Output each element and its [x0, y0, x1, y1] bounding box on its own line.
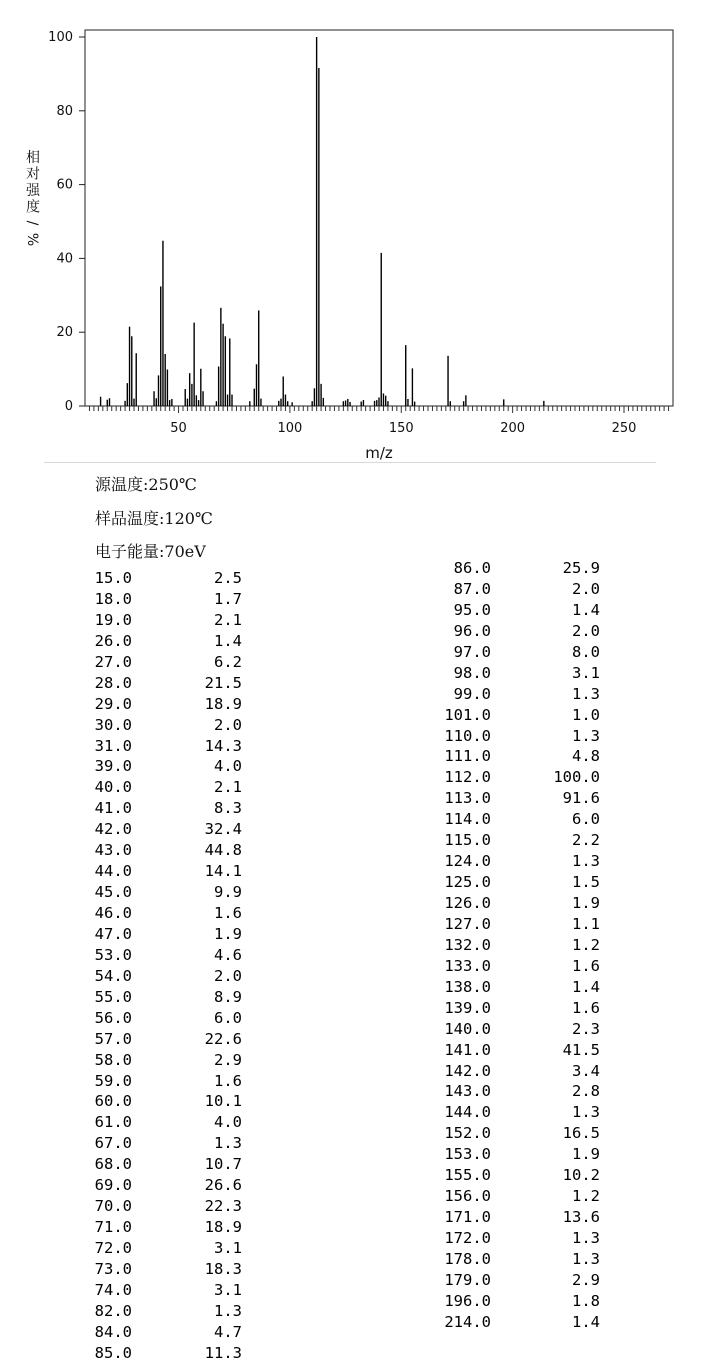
- peak-row: [436, 1207, 600, 1228]
- peak-mz: 112.0: [444, 768, 491, 787]
- x-tick-label: 150: [388, 421, 414, 436]
- peak-mz: 28.0: [94, 673, 132, 692]
- divider: [44, 462, 656, 463]
- peak-mz: 214.0: [444, 1312, 491, 1331]
- peak-row: [90, 1029, 242, 1050]
- peak-abundance: 4.8: [572, 747, 600, 766]
- peak-row: [90, 1238, 242, 1259]
- peak-abundance: 1.3: [572, 726, 600, 745]
- peak-abundance: 10.1: [204, 1092, 242, 1111]
- peak-row: [90, 882, 242, 903]
- y-axis-label-char: 对: [26, 166, 40, 183]
- peak-row: [90, 945, 242, 966]
- peak-mz: 141.0: [444, 1040, 491, 1059]
- peak-mz: 85.0: [94, 1343, 132, 1362]
- peak-abundance: 18.3: [204, 1259, 242, 1278]
- peak-row: [90, 1008, 242, 1029]
- peak-abundance: 1.4: [214, 631, 242, 650]
- peak-mz: 110.0: [444, 726, 491, 745]
- electron-energy: 电子能量:70eV: [95, 542, 206, 561]
- peak-mz: 179.0: [444, 1270, 491, 1289]
- peak-mz: 18.0: [94, 589, 132, 608]
- peak-abundance: 1.3: [572, 852, 600, 871]
- y-tick-label: 80: [56, 103, 73, 119]
- peak-row: [436, 767, 600, 788]
- peak-abundance: 22.3: [204, 1197, 242, 1216]
- peak-mz: 67.0: [94, 1134, 132, 1153]
- peak-mz: 156.0: [444, 1187, 491, 1206]
- peak-abundance: 3.1: [214, 1239, 242, 1257]
- peak-abundance: 91.6: [562, 789, 600, 808]
- peak-mz: 45.0: [94, 883, 132, 902]
- peak-row: [90, 987, 242, 1008]
- sample-temperature: 样品温度:120℃: [95, 509, 213, 528]
- peak-mz: 70.0: [94, 1197, 132, 1216]
- peak-abundance: 2.1: [214, 778, 242, 797]
- peak-mz: 27.0: [94, 652, 132, 671]
- peak-row: [436, 1270, 600, 1291]
- peak-abundance: 2.9: [214, 1050, 242, 1069]
- peak-mz: 132.0: [444, 935, 491, 954]
- peak-row: [90, 652, 242, 673]
- peak-row: [436, 746, 600, 767]
- peak-mz: 31.0: [94, 736, 132, 755]
- peak-abundance: 3.4: [572, 1061, 600, 1080]
- peak-row: [90, 798, 242, 819]
- peak-abundance: 9.9: [214, 883, 242, 902]
- peak-abundance: 2.3: [572, 1019, 600, 1038]
- y-axis-label-char: 度: [26, 199, 40, 216]
- peak-abundance: 1.9: [572, 894, 600, 912]
- peak-row: [90, 1050, 242, 1071]
- peak-row: [90, 715, 242, 736]
- peak-abundance: 14.1: [204, 862, 242, 881]
- peak-mz: 19.0: [94, 610, 132, 629]
- peak-mz: 143.0: [444, 1082, 491, 1101]
- peak-row: [436, 851, 600, 872]
- peak-abundance: 2.0: [214, 966, 242, 985]
- y-axis-label: [24, 149, 41, 246]
- peak-row: [90, 1343, 242, 1364]
- peak-abundance: 4.6: [214, 945, 242, 964]
- peak-mz: 86.0: [453, 559, 491, 577]
- mass-spectrum-chart: [0, 0, 709, 462]
- y-axis: [48, 30, 85, 414]
- peak-row: [90, 1071, 242, 1092]
- peak-abundance: 6.2: [214, 652, 242, 671]
- peak-abundance: 10.2: [562, 1166, 600, 1185]
- peak-abundance: 1.3: [214, 1301, 242, 1320]
- peak-mz: 15.0: [94, 569, 132, 587]
- peak-row: [436, 1165, 600, 1186]
- peak-row: [90, 1322, 242, 1343]
- peak-mz: 113.0: [444, 789, 491, 808]
- peak-mz: 172.0: [444, 1229, 491, 1247]
- peak-mz: 101.0: [444, 705, 491, 724]
- peak-row: [436, 726, 600, 747]
- peak-abundance: 1.3: [214, 1134, 242, 1153]
- peak-mz: 98.0: [453, 663, 491, 682]
- peak-mz: 60.0: [94, 1092, 132, 1111]
- y-axis-label-char: /: [24, 220, 40, 226]
- peak-abundance: 18.9: [204, 1218, 242, 1237]
- peak-mz: 73.0: [94, 1259, 132, 1278]
- peak-mz: 133.0: [444, 956, 491, 975]
- peak-row: [90, 1112, 242, 1133]
- peak-row: [436, 1144, 600, 1165]
- peak-row: [90, 694, 242, 715]
- peak-abundance: 22.6: [204, 1029, 242, 1048]
- peak-mz: 30.0: [94, 715, 132, 734]
- peak-abundance: 1.3: [572, 1229, 600, 1247]
- peak-table-left: [90, 568, 242, 1364]
- peak-mz: 72.0: [94, 1239, 132, 1257]
- peak-abundance: 44.8: [204, 841, 242, 860]
- peak-abundance: 1.1: [572, 914, 600, 933]
- peak-abundance: 1.5: [572, 873, 600, 892]
- peak-row: [436, 998, 600, 1019]
- peak-row: [90, 736, 242, 757]
- peak-abundance: 2.1: [214, 610, 242, 629]
- peak-mz: 61.0: [94, 1113, 132, 1132]
- peak-abundance: 1.8: [572, 1291, 600, 1310]
- peak-row: [436, 1061, 600, 1082]
- peak-row: [436, 1123, 600, 1144]
- peak-abundance: 1.7: [214, 589, 242, 608]
- peak-abundance: 1.4: [572, 600, 600, 619]
- peak-mz: 152.0: [444, 1124, 491, 1143]
- peak-abundance: 2.9: [572, 1270, 600, 1289]
- peak-row: [90, 1154, 242, 1175]
- peak-mz: 56.0: [94, 1008, 132, 1027]
- peak-mz: 59.0: [94, 1071, 132, 1090]
- peak-mz: 142.0: [444, 1061, 491, 1080]
- peak-abundance: 18.9: [204, 694, 242, 713]
- peak-abundance: 2.5: [214, 569, 242, 587]
- peak-row: [436, 956, 600, 977]
- y-axis-label-char: 强: [26, 183, 40, 199]
- peak-mz: 144.0: [444, 1103, 491, 1122]
- peak-mz: 125.0: [444, 873, 491, 892]
- peak-mz: 40.0: [94, 778, 132, 797]
- peak-mz: 95.0: [453, 600, 491, 619]
- peak-mz: 97.0: [453, 642, 491, 661]
- peak-mz: 138.0: [444, 977, 491, 996]
- peak-row: [436, 935, 600, 956]
- peak-mz: 41.0: [94, 799, 132, 818]
- peak-row: [436, 1228, 600, 1249]
- peak-mz: 99.0: [453, 684, 491, 703]
- peak-abundance: 3.1: [214, 1280, 242, 1299]
- peak-abundance: 3.1: [572, 663, 600, 682]
- peak-mz: 84.0: [94, 1322, 132, 1341]
- peak-abundance: 1.0: [572, 705, 600, 724]
- peak-row: [436, 663, 600, 684]
- peak-row: [436, 642, 600, 663]
- peak-abundance: 21.5: [204, 673, 242, 692]
- peak-mz: 126.0: [444, 894, 491, 912]
- peak-abundance: 8.0: [572, 642, 600, 661]
- peak-mz: 74.0: [94, 1280, 132, 1299]
- peak-abundance: 4.7: [214, 1322, 242, 1341]
- peak-row: [90, 1133, 242, 1154]
- y-axis-label-char: %: [24, 232, 40, 247]
- y-axis-label-char: 相: [26, 150, 40, 166]
- peak-row: [436, 1291, 600, 1312]
- y-tick-label: 60: [56, 177, 73, 193]
- peak-row: [90, 777, 242, 798]
- peak-mz: 42.0: [94, 820, 132, 839]
- peak-table-right: [436, 558, 600, 1333]
- x-axis: [89, 406, 668, 436]
- peak-abundance: 1.3: [572, 1249, 600, 1268]
- peak-row: [436, 1019, 600, 1040]
- peak-row: [436, 705, 600, 726]
- peak-abundance: 25.9: [562, 559, 600, 577]
- y-tick-label: 20: [56, 325, 73, 341]
- source-temperature: 源温度:250℃: [95, 475, 197, 494]
- peak-abundance: 32.4: [204, 820, 242, 839]
- peak-abundance: 1.3: [572, 1103, 600, 1122]
- x-tick-label: 250: [611, 421, 637, 436]
- peak-abundance: 100.0: [553, 768, 600, 787]
- peak-row: [436, 788, 600, 809]
- peak-row: [90, 610, 242, 631]
- peak-abundance: 14.3: [204, 736, 242, 755]
- x-tick-label: 50: [170, 421, 187, 436]
- peak-mz: 82.0: [94, 1301, 132, 1320]
- peak-abundance: 1.9: [572, 1145, 600, 1164]
- peak-abundance: 1.2: [572, 1187, 600, 1206]
- peak-row: [90, 1217, 242, 1238]
- peak-row: [436, 1102, 600, 1123]
- y-tick-label: 40: [56, 251, 73, 267]
- peak-abundance: 4.0: [214, 1113, 242, 1132]
- peak-row: [90, 673, 242, 694]
- peak-abundance: 41.5: [562, 1040, 600, 1059]
- peak-mz: 26.0: [94, 631, 132, 650]
- peak-row: [90, 568, 242, 589]
- peak-mz: 46.0: [94, 904, 132, 922]
- peak-mz: 47.0: [94, 924, 132, 943]
- peak-row: [90, 756, 242, 777]
- peak-abundance: 11.3: [204, 1343, 242, 1362]
- peak-mz: 58.0: [94, 1050, 132, 1069]
- peak-mz: 54.0: [94, 966, 132, 985]
- peak-mz: 115.0: [444, 831, 491, 850]
- peak-mz: 68.0: [94, 1155, 132, 1174]
- peak-abundance: 1.6: [214, 1071, 242, 1090]
- spectrum-peaks: [101, 37, 544, 406]
- peak-mz: 155.0: [444, 1166, 491, 1185]
- peak-abundance: 2.2: [572, 831, 600, 850]
- peak-abundance: 2.0: [572, 579, 600, 598]
- peak-row: [436, 1249, 600, 1270]
- peak-mz: 127.0: [444, 914, 491, 933]
- peak-row: [90, 966, 242, 987]
- peak-row: [90, 1091, 242, 1112]
- peak-row: [436, 600, 600, 621]
- y-tick-label: 0: [64, 399, 73, 414]
- peak-abundance: 1.9: [214, 924, 242, 943]
- peak-abundance: 1.6: [214, 904, 242, 922]
- peak-mz: 153.0: [444, 1145, 491, 1164]
- x-tick-label: 200: [500, 421, 526, 436]
- peak-abundance: 10.7: [204, 1155, 242, 1174]
- peak-mz: 57.0: [94, 1029, 132, 1048]
- x-axis-label: m/z: [365, 444, 393, 462]
- peak-row: [436, 558, 600, 579]
- peak-row: [90, 1280, 242, 1301]
- peak-row: [90, 840, 242, 861]
- peak-row: [436, 1040, 600, 1061]
- peak-abundance: 1.6: [572, 956, 600, 975]
- peak-mz: 171.0: [444, 1208, 491, 1227]
- peak-row: [90, 589, 242, 610]
- peak-row: [90, 819, 242, 840]
- peak-row: [90, 903, 242, 924]
- peak-row: [90, 1301, 242, 1322]
- peak-row: [436, 621, 600, 642]
- peak-mz: 178.0: [444, 1249, 491, 1268]
- peak-abundance: 13.6: [562, 1208, 600, 1227]
- peak-abundance: 2.0: [572, 621, 600, 640]
- peak-row: [436, 1186, 600, 1207]
- peak-row: [90, 1175, 242, 1196]
- peak-abundance: 1.2: [572, 935, 600, 954]
- peak-abundance: 1.4: [572, 1312, 600, 1331]
- peak-row: [90, 924, 242, 945]
- peak-row: [90, 1196, 242, 1217]
- peak-mz: 44.0: [94, 862, 132, 881]
- peak-row: [436, 914, 600, 935]
- peak-mz: 87.0: [453, 579, 491, 598]
- plot-frame: [85, 30, 673, 406]
- peak-mz: 29.0: [94, 694, 132, 713]
- x-tick-label: 100: [277, 421, 303, 436]
- peak-mz: 111.0: [444, 747, 491, 766]
- peak-mz: 69.0: [94, 1176, 132, 1195]
- peak-mz: 139.0: [444, 998, 491, 1017]
- peak-mz: 39.0: [94, 757, 132, 776]
- peak-abundance: 2.0: [214, 715, 242, 734]
- peak-abundance: 6.0: [572, 810, 600, 829]
- peak-row: [90, 1259, 242, 1280]
- peak-row: [436, 1312, 600, 1333]
- peak-abundance: 1.6: [572, 998, 600, 1017]
- peak-mz: 43.0: [94, 841, 132, 860]
- peak-mz: 53.0: [94, 945, 132, 964]
- peak-abundance: 8.9: [214, 987, 242, 1006]
- peak-row: [436, 977, 600, 998]
- peak-mz: 114.0: [444, 810, 491, 829]
- peak-abundance: 16.5: [562, 1124, 600, 1143]
- peak-abundance: 1.3: [572, 684, 600, 703]
- peak-row: [436, 893, 600, 914]
- peak-mz: 124.0: [444, 852, 491, 871]
- peak-row: [436, 830, 600, 851]
- peak-row: [90, 631, 242, 652]
- peak-mz: 71.0: [94, 1218, 132, 1237]
- peak-abundance: 4.0: [214, 757, 242, 776]
- peak-mz: 140.0: [444, 1019, 491, 1038]
- peak-mz: 96.0: [453, 621, 491, 640]
- peak-abundance: 1.4: [572, 977, 600, 996]
- peak-row: [90, 861, 242, 882]
- peak-row: [436, 809, 600, 830]
- peak-mz: 196.0: [444, 1291, 491, 1310]
- peak-row: [436, 872, 600, 893]
- peak-abundance: 2.8: [572, 1082, 600, 1101]
- y-tick-label: 100: [48, 30, 73, 45]
- peak-row: [436, 684, 600, 705]
- peak-row: [436, 579, 600, 600]
- peak-row: [436, 1081, 600, 1102]
- peak-abundance: 6.0: [214, 1008, 242, 1027]
- peak-abundance: 26.6: [204, 1176, 242, 1195]
- peak-mz: 55.0: [94, 987, 132, 1006]
- peak-abundance: 8.3: [214, 799, 242, 818]
